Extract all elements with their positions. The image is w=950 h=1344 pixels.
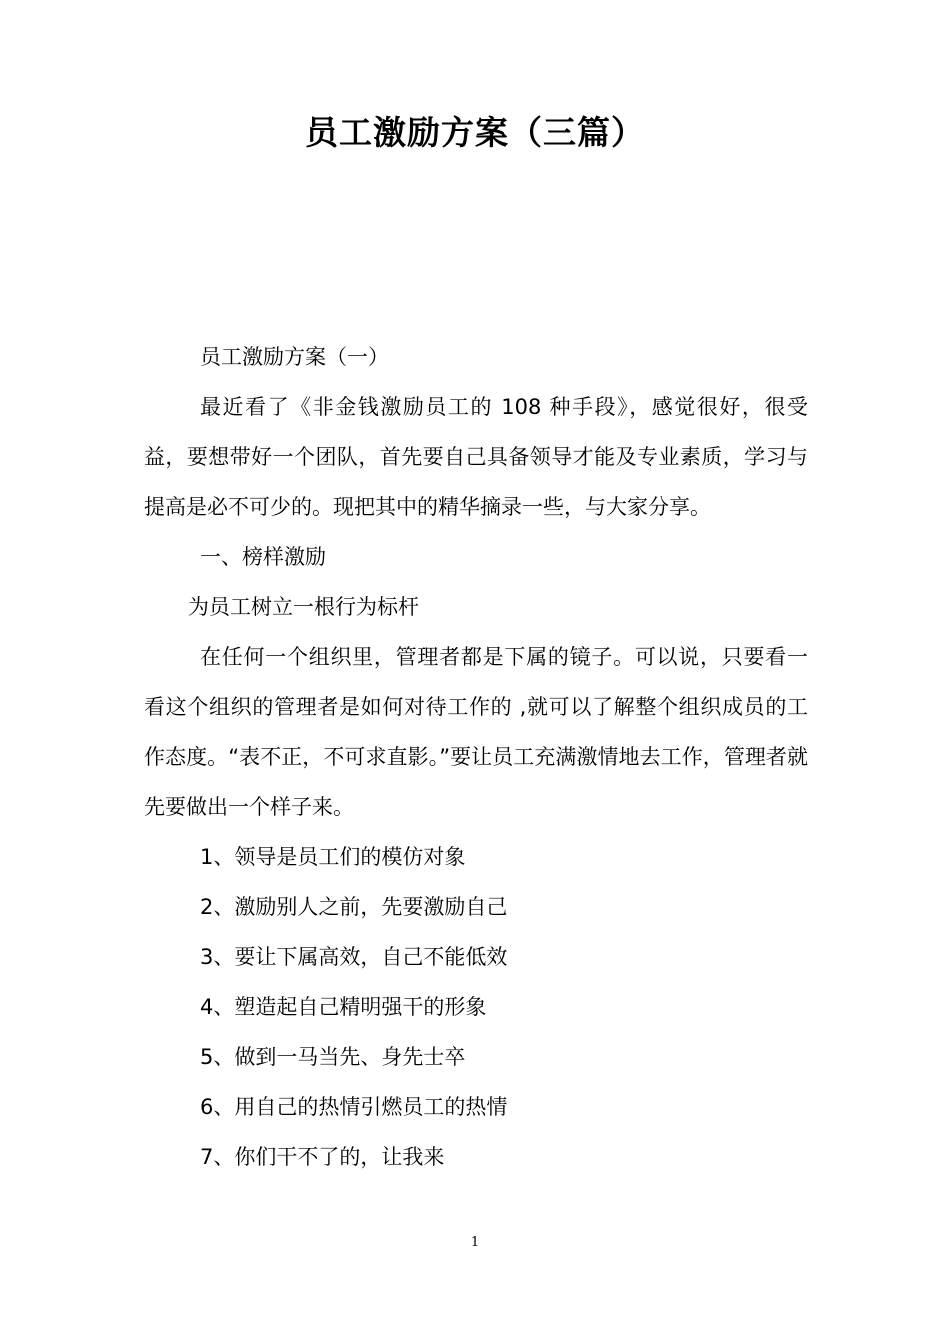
list-item: 3、要让下属高效，自己不能低效 bbox=[200, 945, 508, 969]
body-paragraph: 在任何一个组织里，管理者都是下属的镜子。可以说，只要看一看这个组织的管理者是如何对待工作的 ,就可以了解整个组织成员的工作态度。“表不正，不可求直影。”要让员工充满激情地去工作，管理者就先要做出一个样子来。 bbox=[144, 645, 808, 819]
list-item: 5、做到一马当先、身先士卒 bbox=[200, 1045, 466, 1069]
list-item: 7、你们干不了的，让我来 bbox=[200, 1145, 445, 1169]
subsection-subtitle: 为员工树立一根行为标杆 bbox=[188, 595, 419, 619]
intro-paragraph: 最近看了《非金钱激励员工的 108 种手段》，感觉很好，很受益，要想带好一个团队，首先要自己具备领导才能及专业素质，学习与提高是必不可少的。现把其中的精华摘录一些，与大家分享。 bbox=[144, 395, 808, 519]
document-body bbox=[144, 332, 808, 1182]
list-item: 4、塑造起自己精明强干的形象 bbox=[200, 995, 487, 1019]
section-heading: 员工激励方案（一） bbox=[200, 345, 389, 369]
document-title: 员工激励方案（三篇） bbox=[305, 113, 645, 152]
list-item: 6、用自己的热情引燃员工的热情 bbox=[200, 1095, 508, 1119]
list-item: 1、领导是员工们的模仿对象 bbox=[200, 845, 466, 869]
subsection-heading: 一、榜样激励 bbox=[200, 545, 326, 569]
page-number: 1 bbox=[470, 1235, 480, 1250]
list-item: 2、激励别人之前，先要激励自己 bbox=[200, 895, 508, 919]
